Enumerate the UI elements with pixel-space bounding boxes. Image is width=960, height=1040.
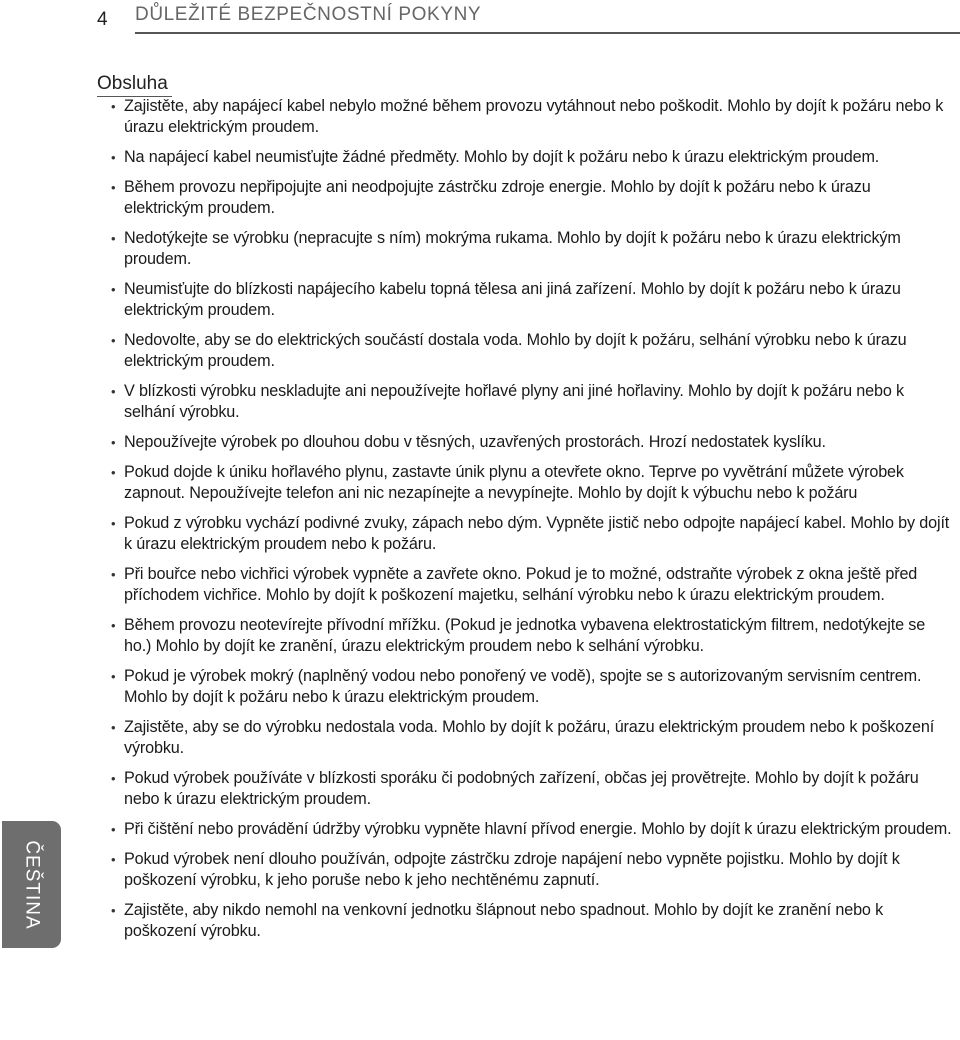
instruction-text: Neumisťujte do blízkosti napájecího kabelu topná tělesa ani jiná zařízení. Mohlo by dojít k požáru nebo k úrazu elektrickým proudem. — [124, 280, 901, 319]
list-item — [111, 228, 953, 270]
instruction-text: Pokud dojde k úniku hořlavého plynu, zastavte únik plynu a otevřete okno. Teprve po vyvětrání můžete výrobek zapnout. Nepoužívejte telefon ani nic nezapínejte a nevypínejte. Mohlo by dojít k výbuchu nebo k požáru — [124, 463, 904, 502]
instruction-text: Nedovolte, aby se do elektrických součástí dostala voda. Mohlo by dojít k požáru, selhání výrobku nebo k úrazu elektrickým proudem. — [124, 331, 907, 370]
instruction-text: Nedotýkejte se výrobku (nepracujte s ním) mokrýma rukama. Mohlo by dojít k požáru nebo k úrazu elektrickým proudem. — [124, 229, 901, 268]
header-rule — [135, 32, 960, 34]
instruction-text: Nepoužívejte výrobek po dlouhou dobu v těsných, uzavřených prostorách. Hrozí nedostatek kyslíku. — [124, 433, 826, 451]
list-item — [111, 147, 953, 168]
bullet-icon: • — [111, 618, 116, 633]
list-item — [111, 615, 953, 657]
list-item — [111, 177, 953, 219]
instruction-text: Pokud je výrobek mokrý (naplněný vodou nebo ponořený ve vodě), spojte se s autorizovaným servisním centrem. Mohlo by dojít k požáru nebo k úrazu elektrickým proudem. — [124, 667, 922, 706]
instruction-text: Pokud výrobek není dlouho používán, odpojte zástrčku zdroje napájení nebo vypněte pojistku. Mohlo by dojít k poškození výrobku, k jeho poruše nebo k jeho nechtěnému zapnutí. — [124, 850, 900, 889]
bullet-icon: • — [111, 435, 116, 450]
instruction-text: Při čištění nebo provádění údržby výrobku vypněte hlavní přívod energie. Mohlo by dojít k úrazu elektrickým proudem. — [124, 820, 952, 838]
instruction-text: Při bouřce nebo vichřici výrobek vypněte a zavřete okno. Pokud je to možné, odstraňte výrobek z okna ještě před příchodem vichřice. Mohlo by dojít k poškození majetku, selhání výrobku nebo k úrazu elektrickým proudem. — [124, 565, 918, 604]
list-item — [111, 279, 953, 321]
list-item — [111, 462, 953, 504]
bullet-icon: • — [111, 282, 116, 297]
list-item — [111, 900, 953, 942]
bullet-icon: • — [111, 720, 116, 735]
page-header-title: DŮLEŽITÉ BEZPEČNOSTNÍ POKYNY — [135, 4, 482, 25]
bullet-icon: • — [111, 516, 116, 531]
list-item — [111, 513, 953, 555]
list-item — [111, 96, 953, 138]
bullet-icon: • — [111, 384, 116, 399]
list-item — [111, 768, 953, 810]
bullet-icon: • — [111, 567, 116, 582]
language-tab-label: ČEŠTINA — [21, 839, 43, 930]
bullet-icon: • — [111, 465, 116, 480]
bullet-icon: • — [111, 150, 116, 165]
safety-instructions-list — [111, 96, 953, 951]
instruction-text: Pokud z výrobku vychází podivné zvuky, zápach nebo dým. Vypněte jistič nebo odpojte napájecí kabel. Mohlo by dojít k úrazu elektrickým proudem nebo k požáru. — [124, 514, 950, 553]
bullet-icon: • — [111, 903, 116, 918]
page-number: 4 — [97, 9, 109, 30]
bullet-icon: • — [111, 180, 116, 195]
list-item — [111, 666, 953, 708]
bullet-icon: • — [111, 333, 116, 348]
list-item — [111, 330, 953, 372]
section-title: Obsluha — [97, 73, 168, 94]
bullet-icon: • — [111, 231, 116, 246]
bullet-icon: • — [111, 771, 116, 786]
instruction-text: Pokud výrobek používáte v blízkosti sporáku či podobných zařízení, občas jej provětrejte. Mohlo by dojít k požáru nebo k úrazu elektrickým proudem. — [124, 769, 919, 808]
instruction-text: V blízkosti výrobku neskladujte ani nepoužívejte hořlavé plyny ani jiné hořlaviny. Mohlo by dojít k požáru nebo k selhání výrobku. — [124, 382, 904, 421]
list-item — [111, 432, 953, 453]
list-item — [111, 381, 953, 423]
instruction-text: Zajistěte, aby napájecí kabel nebylo možné během provozu vytáhnout nebo poškodit. Mohlo by dojít k požáru nebo k úrazu elektrickým proudem. — [124, 97, 944, 136]
bullet-icon: • — [111, 852, 116, 867]
instruction-text: Během provozu nepřipojujte ani neodpojujte zástrčku zdroje energie. Mohlo by dojít k požáru nebo k úrazu elektrickým proudem. — [124, 178, 871, 217]
language-side-tab — [2, 821, 61, 948]
list-item — [111, 564, 953, 606]
instruction-text: Zajistěte, aby se do výrobku nedostala voda. Mohlo by dojít k požáru, úrazu elektrickým proudem nebo k poškození výrobku. — [124, 718, 935, 757]
bullet-icon: • — [111, 99, 116, 114]
bullet-icon: • — [111, 822, 116, 837]
instruction-text: Na napájecí kabel neumisťujte žádné předměty. Mohlo by dojít k požáru nebo k úrazu elektrickým proudem. — [124, 148, 880, 166]
instruction-text: Zajistěte, aby nikdo nemohl na venkovní jednotku šlápnout nebo spadnout. Mohlo by dojít ke zranění nebo k poškození výrobku. — [124, 901, 884, 940]
instruction-text: Během provozu neotevírejte přívodní mřížku. (Pokud je jednotka vybavena elektrostatickým filtrem, nedotýkejte se ho.) Mohlo by dojít ke zranění, úrazu elektrickým proudem nebo k selhání výrobku. — [124, 616, 926, 655]
list-item — [111, 717, 953, 759]
list-item — [111, 849, 953, 891]
list-item — [111, 819, 953, 840]
bullet-icon: • — [111, 669, 116, 684]
